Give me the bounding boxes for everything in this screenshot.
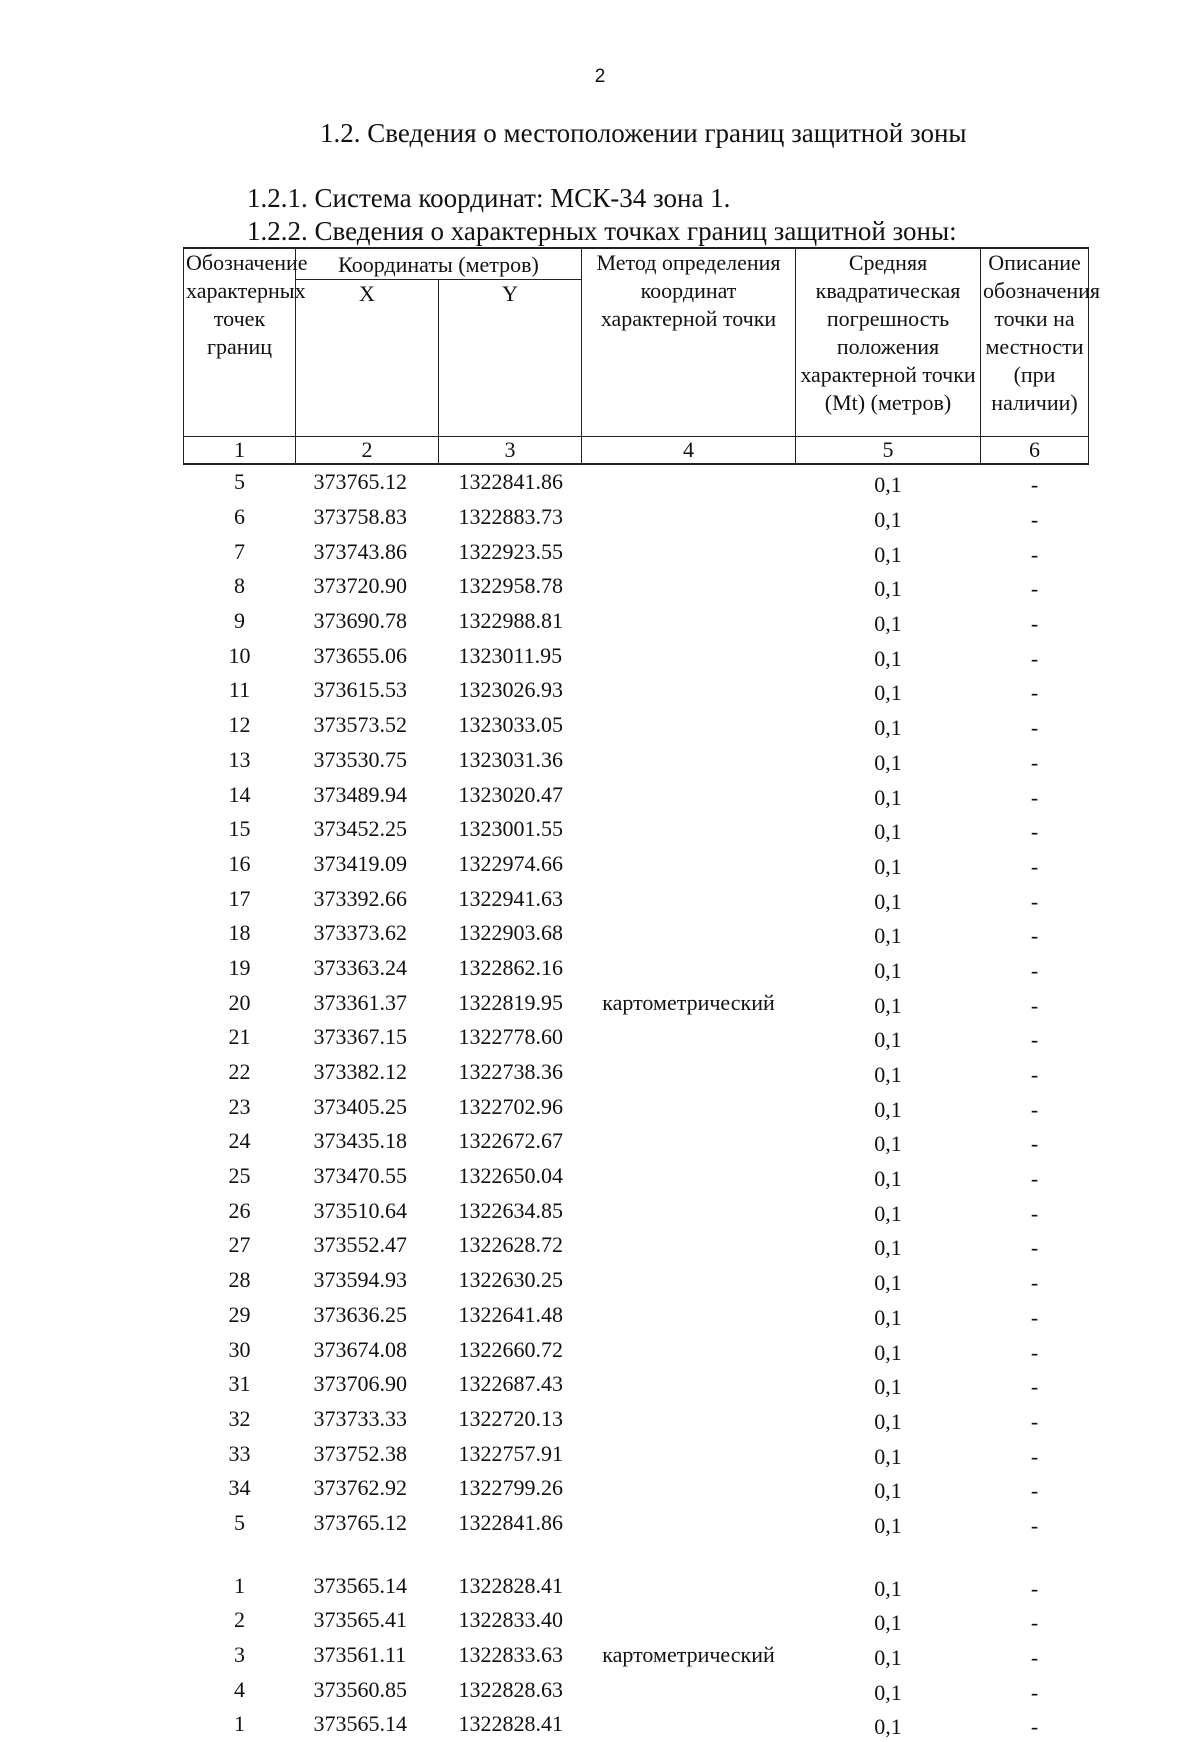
- x-coordinate-cell: 373530.75: [313, 746, 407, 772]
- header-coordinates: Координаты (метров): [296, 248, 582, 280]
- x-coordinate-cell: 373435.18: [313, 1128, 407, 1154]
- point-number-cell: 16: [228, 850, 251, 876]
- description-cell: -: [1030, 1166, 1039, 1192]
- x-coordinate-cell: 373452.25: [313, 816, 407, 842]
- y-coordinate-cell: 1323026.93: [458, 677, 563, 703]
- description-cell: -: [1030, 1131, 1039, 1157]
- mean-error-cell: 0,1: [874, 1131, 902, 1157]
- x-coordinate-cell: 373594.93: [313, 1267, 407, 1293]
- y-coordinate-cell: 1322641.48: [458, 1301, 563, 1327]
- point-number-cell: 1: [234, 1572, 245, 1598]
- description-cell: -: [1030, 992, 1039, 1018]
- y-coordinate-cell: 1322841.86: [458, 469, 563, 495]
- description-cell: -: [1030, 1408, 1039, 1434]
- x-coordinate-cell: 373743.86: [313, 538, 407, 564]
- y-coordinate-cell: 1322702.96: [458, 1093, 563, 1119]
- y-coordinate-cell: 1322883.73: [458, 504, 563, 530]
- y-coordinate-cell: 1322828.63: [458, 1676, 563, 1702]
- x-coordinate-cell: 373758.83: [313, 504, 407, 530]
- x-coordinate-cell: 373565.41: [313, 1607, 407, 1633]
- mean-error-cell: 0,1: [874, 611, 902, 637]
- description-cell: -: [1030, 1304, 1039, 1330]
- mean-error-cell: 0,1: [874, 888, 902, 914]
- method-cell: картометрический: [602, 989, 775, 1015]
- mean-error-cell: 0,1: [874, 1200, 902, 1226]
- point-number-cell: 27: [228, 1232, 251, 1258]
- point-number-cell: 17: [228, 885, 251, 911]
- mean-error-cell: 0,1: [874, 1575, 902, 1601]
- point-number-cell: 15: [228, 816, 251, 842]
- y-coordinate-cell: 1322841.86: [458, 1509, 563, 1535]
- mean-error-cell: 0,1: [874, 1235, 902, 1261]
- mean-error-cell: 0,1: [874, 819, 902, 845]
- x-coordinate-cell: 373573.52: [313, 712, 407, 738]
- x-coordinate-cell: 373615.53: [313, 677, 407, 703]
- description-cell: -: [1030, 1062, 1039, 1088]
- y-coordinate-cell: 1323020.47: [458, 781, 563, 807]
- y-coordinate-cell: 1322799.26: [458, 1475, 563, 1501]
- mean-error-cell: 0,1: [874, 1027, 902, 1053]
- column-number: 5: [796, 437, 981, 465]
- x-coordinate-cell: 373765.12: [313, 469, 407, 495]
- mean-error-cell: 0,1: [874, 1304, 902, 1330]
- y-coordinate-cell: 1322819.95: [458, 989, 563, 1015]
- point-number-cell: 8: [234, 573, 245, 599]
- y-coordinate-cell: 1322828.41: [458, 1711, 563, 1737]
- boundary-points-table: [183, 247, 1101, 1742]
- mean-error-cell: 0,1: [874, 784, 902, 810]
- mean-error-cell: 0,1: [874, 1062, 902, 1088]
- point-number-cell: 30: [228, 1336, 251, 1362]
- x-coordinate-cell: 373419.09: [313, 850, 407, 876]
- y-coordinate-cell: 1322833.63: [458, 1642, 563, 1668]
- y-coordinate-cell: 1323011.95: [458, 642, 563, 668]
- point-number-cell: 2: [234, 1607, 245, 1633]
- description-cell: -: [1030, 611, 1039, 637]
- mean-error-cell: 0,1: [874, 507, 902, 533]
- description-cell: -: [1030, 1714, 1039, 1740]
- header-y: Y: [439, 280, 582, 437]
- y-coordinate-cell: 1323031.36: [458, 746, 563, 772]
- mean-error-cell: 0,1: [874, 1478, 902, 1504]
- y-coordinate-cell: 1322923.55: [458, 538, 563, 564]
- method-cell: картометрический: [602, 1642, 775, 1668]
- header-description: Описание обозначения точки на местности (при наличии): [981, 248, 1089, 437]
- y-coordinate-cell: 1322988.81: [458, 608, 563, 634]
- column-number: 4: [582, 437, 796, 465]
- point-number-cell: 1: [234, 1711, 245, 1737]
- point-number-cell: 20: [228, 989, 251, 1015]
- point-number-cell: 3: [234, 1642, 245, 1668]
- y-coordinate-cell: 1322833.40: [458, 1607, 563, 1633]
- x-coordinate-cell: 373373.62: [313, 920, 407, 946]
- y-coordinate-cell: 1322757.91: [458, 1440, 563, 1466]
- point-number-cell: 6: [234, 504, 245, 530]
- point-number-cell: 25: [228, 1163, 251, 1189]
- mean-error-cell: 0,1: [874, 1443, 902, 1469]
- y-coordinate-cell: 1322672.67: [458, 1128, 563, 1154]
- description-cell: -: [1030, 819, 1039, 845]
- point-number-cell: 19: [228, 954, 251, 980]
- column-number: 3: [439, 437, 582, 465]
- x-coordinate-cell: 373690.78: [313, 608, 407, 634]
- point-number-cell: 32: [228, 1405, 251, 1431]
- x-coordinate-cell: 373655.06: [313, 642, 407, 668]
- mean-error-cell: 0,1: [874, 1512, 902, 1538]
- description-cell: -: [1030, 784, 1039, 810]
- description-cell: -: [1030, 1200, 1039, 1226]
- x-coordinate-cell: 373762.92: [313, 1475, 407, 1501]
- description-cell: -: [1030, 1270, 1039, 1296]
- description-cell: -: [1030, 1339, 1039, 1365]
- y-coordinate-cell: 1322634.85: [458, 1197, 563, 1223]
- description-cell: -: [1030, 472, 1039, 498]
- description-cell: -: [1030, 507, 1039, 533]
- mean-error-cell: 0,1: [874, 1270, 902, 1296]
- coordinate-system-line: 1.2.1. Система координат: МСК-34 зона 1.: [247, 183, 731, 213]
- mean-error-cell: 0,1: [874, 1645, 902, 1671]
- y-coordinate-cell: 1322958.78: [458, 573, 563, 599]
- x-coordinate-cell: 373752.38: [313, 1440, 407, 1466]
- mean-error-cell: 0,1: [874, 992, 902, 1018]
- point-number-cell: 33: [228, 1440, 251, 1466]
- x-coordinate-cell: 373405.25: [313, 1093, 407, 1119]
- x-coordinate-cell: 373565.14: [313, 1572, 407, 1598]
- mean-error-cell: 0,1: [874, 576, 902, 602]
- y-coordinate-cell: 1322687.43: [458, 1371, 563, 1397]
- header-mean-error: Средняя квадратическая погрешность положения характерной точки (Mt) (метров): [796, 248, 981, 437]
- y-coordinate-cell: 1322720.13: [458, 1405, 563, 1431]
- y-coordinate-cell: 1322974.66: [458, 850, 563, 876]
- description-cell: -: [1030, 1645, 1039, 1671]
- description-cell: -: [1030, 1679, 1039, 1705]
- column-number: 1: [184, 437, 296, 465]
- point-number-cell: 9: [234, 608, 245, 634]
- header-point-designation: Обозначение характерных точек границ: [184, 248, 296, 437]
- mean-error-cell: 0,1: [874, 1679, 902, 1705]
- mean-error-cell: 0,1: [874, 1714, 902, 1740]
- y-coordinate-cell: 1322630.25: [458, 1267, 563, 1293]
- x-coordinate-cell: 373361.37: [313, 989, 407, 1015]
- points-info-line: 1.2.2. Сведения о характерных точках границ защитной зоны:: [247, 216, 957, 246]
- x-coordinate-cell: 373561.11: [313, 1642, 407, 1668]
- mean-error-cell: 0,1: [874, 749, 902, 775]
- description-cell: -: [1030, 1235, 1039, 1261]
- y-coordinate-cell: 1322828.41: [458, 1572, 563, 1598]
- header-x: X: [296, 280, 439, 437]
- description-cell: -: [1030, 1443, 1039, 1469]
- mean-error-cell: 0,1: [874, 853, 902, 879]
- description-cell: -: [1030, 715, 1039, 741]
- point-number-cell: 12: [228, 712, 251, 738]
- page-number: 2: [594, 66, 606, 87]
- point-number-cell: 18: [228, 920, 251, 946]
- x-coordinate-cell: 373382.12: [313, 1059, 407, 1085]
- description-cell: -: [1030, 923, 1039, 949]
- y-coordinate-cell: 1322628.72: [458, 1232, 563, 1258]
- table-row: [184, 1568, 1089, 1603]
- y-coordinate-cell: 1322660.72: [458, 1336, 563, 1362]
- x-coordinate-cell: 373565.14: [313, 1711, 407, 1737]
- description-cell: -: [1030, 680, 1039, 706]
- description-cell: -: [1030, 1512, 1039, 1538]
- description-cell: -: [1030, 1610, 1039, 1636]
- point-number-cell: 11: [228, 677, 251, 703]
- description-cell: -: [1030, 645, 1039, 671]
- point-number-cell: 5: [234, 1509, 245, 1535]
- description-cell: -: [1030, 1027, 1039, 1053]
- description-cell: -: [1030, 1575, 1039, 1601]
- description-cell: -: [1030, 1478, 1039, 1504]
- point-number-cell: 24: [228, 1128, 251, 1154]
- description-cell: -: [1030, 1374, 1039, 1400]
- point-number-cell: 7: [234, 538, 245, 564]
- point-number-cell: 10: [228, 642, 251, 668]
- point-number-cell: 31: [228, 1371, 251, 1397]
- y-coordinate-cell: 1322738.36: [458, 1059, 563, 1085]
- mean-error-cell: 0,1: [874, 1166, 902, 1192]
- x-coordinate-cell: 373489.94: [313, 781, 407, 807]
- point-number-cell: 22: [228, 1059, 251, 1085]
- mean-error-cell: 0,1: [874, 472, 902, 498]
- point-number-cell: 14: [228, 781, 251, 807]
- mean-error-cell: 0,1: [874, 1339, 902, 1365]
- y-coordinate-cell: 1322903.68: [458, 920, 563, 946]
- table-row: [184, 464, 1089, 500]
- point-number-cell: 29: [228, 1301, 251, 1327]
- point-number-cell: 4: [234, 1676, 245, 1702]
- x-coordinate-cell: 373765.12: [313, 1509, 407, 1535]
- x-coordinate-cell: 373733.33: [313, 1405, 407, 1431]
- y-coordinate-cell: 1322862.16: [458, 954, 563, 980]
- mean-error-cell: 0,1: [874, 541, 902, 567]
- mean-error-cell: 0,1: [874, 1610, 902, 1636]
- description-cell: -: [1030, 1096, 1039, 1122]
- x-coordinate-cell: 373470.55: [313, 1163, 407, 1189]
- description-cell: -: [1030, 576, 1039, 602]
- mean-error-cell: 0,1: [874, 715, 902, 741]
- x-coordinate-cell: 373674.08: [313, 1336, 407, 1362]
- mean-error-cell: 0,1: [874, 957, 902, 983]
- header-method: Метод определения координат характерной точки: [582, 248, 796, 437]
- x-coordinate-cell: 373552.47: [313, 1232, 407, 1258]
- description-cell: -: [1030, 541, 1039, 567]
- y-coordinate-cell: 1322778.60: [458, 1024, 563, 1050]
- mean-error-cell: 0,1: [874, 1408, 902, 1434]
- column-number: 2: [296, 437, 439, 465]
- group-spacer: [184, 1540, 1089, 1568]
- mean-error-cell: 0,1: [874, 1374, 902, 1400]
- y-coordinate-cell: 1323033.05: [458, 712, 563, 738]
- x-coordinate-cell: 373636.25: [313, 1301, 407, 1327]
- x-coordinate-cell: 373363.24: [313, 954, 407, 980]
- point-number-cell: 5: [234, 469, 245, 495]
- section-title: 1.2. Сведения о местоположении границ защитной зоны: [320, 118, 967, 148]
- x-coordinate-cell: 373367.15: [313, 1024, 407, 1050]
- x-coordinate-cell: 373392.66: [313, 885, 407, 911]
- table-body: [184, 464, 1089, 1742]
- point-number-cell: 21: [228, 1024, 251, 1050]
- x-coordinate-cell: 373706.90: [313, 1371, 407, 1397]
- x-coordinate-cell: 373510.64: [313, 1197, 407, 1223]
- mean-error-cell: 0,1: [874, 680, 902, 706]
- point-number-cell: 13: [228, 746, 251, 772]
- x-coordinate-cell: 373720.90: [313, 573, 407, 599]
- mean-error-cell: 0,1: [874, 645, 902, 671]
- description-cell: -: [1030, 853, 1039, 879]
- x-coordinate-cell: 373560.85: [313, 1676, 407, 1702]
- point-number-cell: 28: [228, 1267, 251, 1293]
- y-coordinate-cell: 1323001.55: [458, 816, 563, 842]
- description-cell: -: [1030, 957, 1039, 983]
- description-cell: -: [1030, 749, 1039, 775]
- description-cell: -: [1030, 888, 1039, 914]
- y-coordinate-cell: 1322650.04: [458, 1163, 563, 1189]
- point-number-cell: 26: [228, 1197, 251, 1223]
- point-number-cell: 34: [228, 1475, 251, 1501]
- column-number: 6: [981, 437, 1089, 465]
- mean-error-cell: 0,1: [874, 923, 902, 949]
- mean-error-cell: 0,1: [874, 1096, 902, 1122]
- y-coordinate-cell: 1322941.63: [458, 885, 563, 911]
- point-number-cell: 23: [228, 1093, 251, 1119]
